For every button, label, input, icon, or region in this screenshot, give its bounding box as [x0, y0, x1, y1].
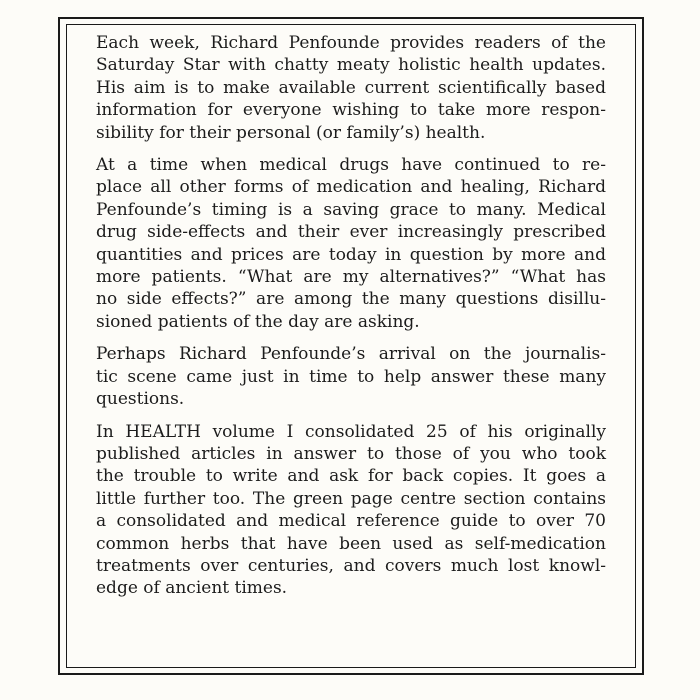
- text-line: the trouble to write and ask for back copies. It goes a: [96, 466, 606, 487]
- text-line: His aim is to make available current scientifically based: [96, 77, 606, 98]
- text-line: place all other forms of medication and healing, Richard: [96, 177, 606, 198]
- text-line: Penfounde’s timing is a saving grace to many. Medical: [96, 199, 606, 220]
- text-line: sibility for their personal (or family’s) health.: [96, 122, 486, 143]
- text-line: a consolidated and medical reference guide to over 70: [96, 511, 606, 532]
- text-line: drug side-effects and their ever increasingly prescribed: [96, 222, 606, 243]
- text-line: little further too. The green page centre section contains: [96, 488, 606, 509]
- text-line: edge of ancient times.: [96, 578, 288, 599]
- paragraph-1: [96, 32, 606, 144]
- text-line: At a time when medical drugs have continued to re-: [96, 155, 606, 176]
- body-text: [96, 32, 606, 610]
- paragraph-3: [96, 343, 606, 410]
- text-line: sioned patients of the day are asking.: [96, 311, 420, 332]
- text-line: common herbs that have been used as self-medication: [96, 533, 606, 554]
- text-line: information for everyone wishing to take more respon-: [96, 100, 606, 121]
- text-line: Perhaps Richard Penfounde’s arrival on the journalis-: [96, 344, 606, 365]
- text-line: Each week, Richard Penfounde provides readers of the: [96, 33, 606, 53]
- paragraph-4: [96, 421, 606, 600]
- text-line: no side effects?” are among the many questions disillu-: [96, 289, 606, 310]
- paragraph-2: [96, 154, 606, 333]
- text-line: In HEALTH volume I consolidated 25 of his originally: [96, 421, 606, 442]
- text-line: treatments over centuries, and covers much lost knowl-: [96, 555, 606, 576]
- text-line: published articles in answer to those of you who took: [96, 443, 606, 464]
- text-line: quantities and prices are today in question by more and: [96, 244, 606, 265]
- text-line: tic scene came just in time to help answer these many: [96, 366, 606, 387]
- text-line: Saturday Star with chatty meaty holistic health updates.: [96, 55, 606, 76]
- text-line: questions.: [96, 389, 185, 410]
- text-line: more patients. “What are my alternatives?” “What has: [96, 267, 606, 288]
